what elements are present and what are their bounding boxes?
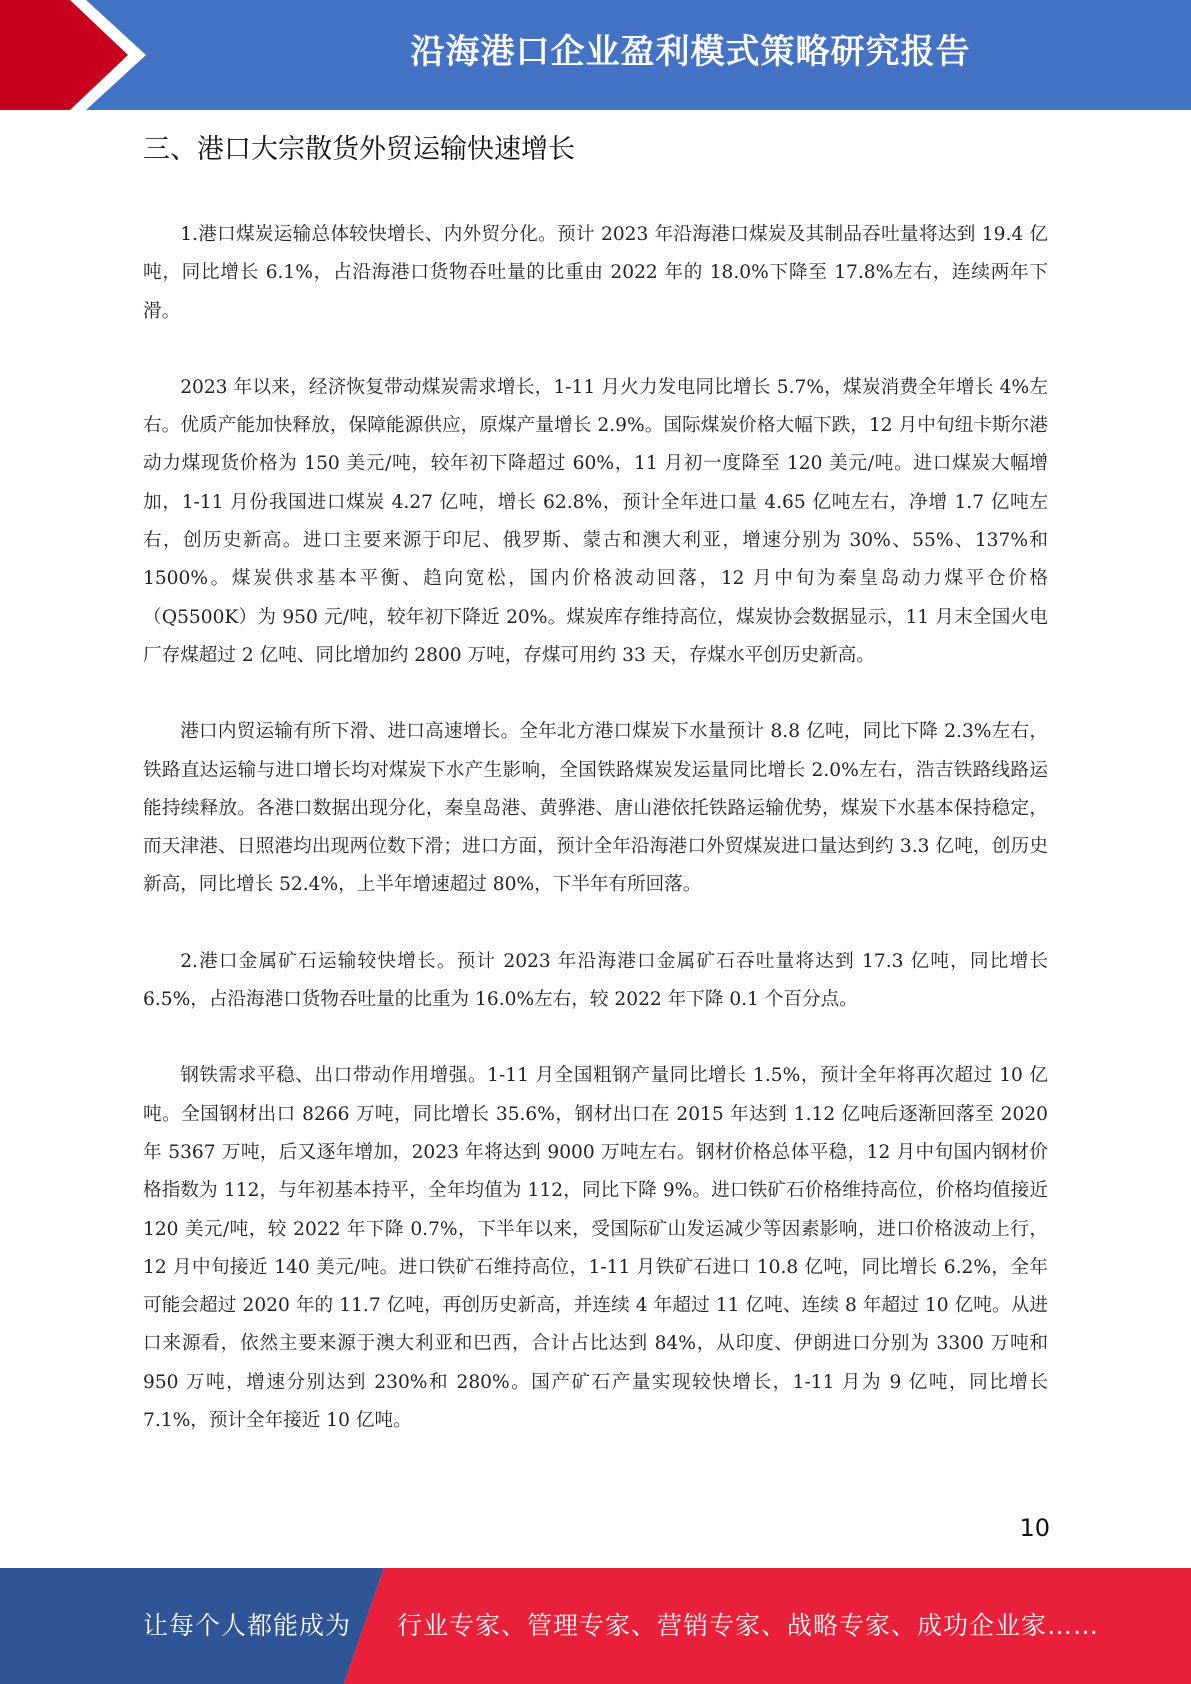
page-content <box>143 128 1048 1440</box>
footer-slogan-left: 让每个人都能成为 <box>143 1611 352 1640</box>
page-footer <box>0 1568 1191 1684</box>
header-chevron-decoration <box>0 0 160 110</box>
page-number: 10 <box>1019 1514 1050 1542</box>
paragraph-coal-domestic-import: 港口内贸运输有所下滑、进口高速增长。全年北方港口煤炭下水量预计 8.8 亿吨，同比下降 2.3%左右，铁路直达运输与进口增长均对煤炭下水产生影响，全国铁路煤炭发运量同比增长 2.0%左右，浩吉铁路线路运能持续释放。各港口数据出现分化，秦皇岛港、黄骅港、唐山港依托铁路运输优势，煤炭下水基本保持稳定，而天津港、日照港均出现两位数下滑；进口方面，预计全年沿海港口外贸煤炭进口量达到约 3.3 亿吨，创历史新高，同比增长 52.4%，上半年增速超过 80%，下半年有所回落。 <box>143 721 1048 896</box>
paragraph-coal-demand: 2023 年以来，经济恢复带动煤炭需求增长，1-11 月火力发电同比增长 5.7%，煤炭消费全年增长 4%左右。优质产能加快释放，保障能源供应，原煤产量增长 2.9%。国际煤炭价格大幅下跌，12 月中旬纽卡斯尔港动力煤现货价格为 150 美元/吨，较年初下降超过 60%，11 月初一度降至 120 美元/吨。进口煤炭大幅增加，1-11 月份我国进口煤炭 4.27 亿吨，增长 62.8%，预计全年进口量 4.65 亿吨左右，净增 1.7 亿吨左右，创历史新高。进口主要来源于印尼、俄罗斯、蒙古和澳大利亚，增速分别为 30%、55%、137%和 1500%。煤炭供求基本平衡、趋向宽松，国内价格波动回落，12 月中旬为秦皇岛动力煤平仓价格（Q5500K）为 950 元/吨，较年初下降近 20%。煤炭库存维持高位，煤炭协会数据显示，11 月末全国火电厂存煤超过 2 亿吨、同比增加约 2800 万吨，存煤可用约 33 天，存煤水平创历史新高。 <box>143 376 1048 666</box>
paragraph-steel-demand: 钢铁需求平稳、出口带动作用增强。1-11 月全国粗钢产量同比增长 1.5%，预计全年将再次超过 10 亿吨。全国钢材出口 8266 万吨，同比增长 35.6%，钢材出口在 2015 年达到 1.12 亿吨后逐渐回落至 2020 年 5367 万吨，后又逐年增加，2023 年将达到 9000 万吨左右。钢材价格总体平稳，12 月中旬国内钢材价格指数为 112，与年初基本持平，全年均值为 112，同比下降 9%。进口铁矿石价格维持高位，价格均值接近 120 美元/吨，较 2022 年下降 0.7%，下半年以来，受国际矿山发运减少等因素影响，进口价格波动上行，12 月中旬接近 140 美元/吨。进口铁矿石维持高位，1-11 月铁矿石进口 10.8 亿吨，同比增长 6.2%，全年可能会超过 2020 年的 11.7 亿吨，再创历史新高，并连续 4 年超过 11 亿吨、连续 8 年超过 10 亿吨。从进口来源看，依然主要来源于澳大利亚和巴西，合计占比达到 84%，从印度、伊朗进口分别为 3300 万吨和 950 万吨，增速分别达到 230%和 280%。国产矿石产量实现较快增长，1-11 月为 9 亿吨，同比增长 7.1%，预计全年接近 10 亿吨。 <box>143 1065 1048 1432</box>
report-title: 沿海港口企业盈利模式策略研究报告 <box>410 32 971 72</box>
section-heading: 三、港口大宗散货外贸运输快速增长 <box>143 134 575 165</box>
page-header <box>0 0 1191 110</box>
chevron-red-fill <box>0 0 128 110</box>
paragraph-coal-overview: 1.港口煤炭运输总体较快增长、内外贸分化。预计 2023 年沿海港口煤炭及其制品吞吐量将达到 19.4 亿吨，同比增长 6.1%，占沿海港口货物吞吐量的比重由 2022 年的 18.0%下降至 17.8%左右，连续两年下滑。 <box>143 224 1048 322</box>
paragraph-metal-ore-overview: 2.港口金属矿石运输较快增长。预计 2023 年沿海港口金属矿石吞吐量将达到 17.3 亿吨，同比增长 6.5%，占沿海港口货物吞吐量的比重为 16.0%左右，较 2022 年下降 0.1 个百分点。 <box>143 950 1048 1011</box>
footer-slogan-right: 行业专家、管理专家、营销专家、战略专家、成功企业家…… <box>397 1611 1100 1640</box>
